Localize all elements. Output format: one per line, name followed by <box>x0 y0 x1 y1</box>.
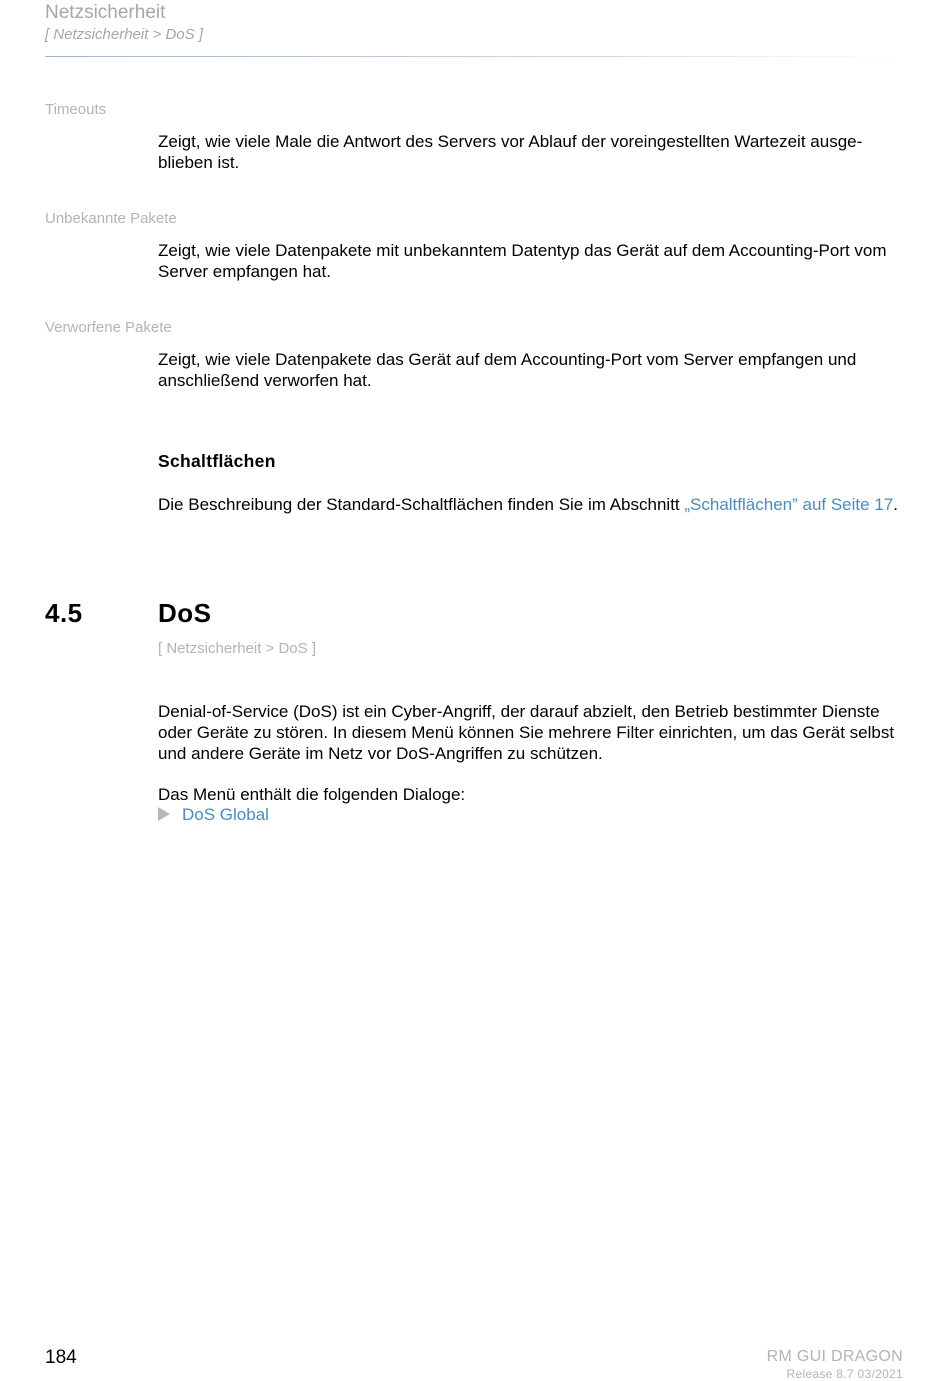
buttons-description <box>158 494 918 515</box>
dialog-link-dos-global[interactable]: DoS Global <box>182 805 269 824</box>
header-breadcrumb: [ Netzsicherheit > DoS ] <box>45 26 203 43</box>
header-divider <box>45 56 905 57</box>
arrow-right-icon <box>158 807 170 821</box>
section-title: DoS <box>158 598 212 628</box>
description-verworfene-pakete: Zeigt, wie viele Datenpakete das Gerät auf dem Accounting-Port vom Server empfangen und anschließend verworfen hat. <box>158 350 857 390</box>
dialogs-intro: Das Menü enthält die folgenden Dialoge: <box>158 785 466 804</box>
description-unbekannte-pakete: Zeigt, wie viele Datenpakete mit unbekanntem Datentyp das Gerät auf dem Accounting-Port vom Server empfangen hat. <box>158 241 887 281</box>
term-unbekannte-pakete: Unbekannte Pakete <box>45 210 177 227</box>
description-timeouts: Zeigt, wie viele Male die Antwort des Servers vor Ablauf der voreingestellten Wartezeit ausge- blieben ist. <box>158 132 863 172</box>
footer-release: Release 8.7 03/2021 <box>786 1367 903 1381</box>
footer-product: RM GUI DRAGON <box>766 1348 903 1365</box>
header-title: Netzsicherheit <box>45 2 166 23</box>
page-number: 184 <box>45 1347 77 1368</box>
dialog-list-item[interactable] <box>158 804 269 825</box>
buttons-text-end: . <box>893 495 898 514</box>
term-verworfene-pakete: Verworfene Pakete <box>45 319 172 336</box>
buttons-heading: Schaltflächen <box>158 451 276 471</box>
term-timeouts: Timeouts <box>45 101 107 118</box>
buttons-text: Die Beschreibung der Standard-Schaltflächen finden Sie im Abschnitt <box>158 495 685 514</box>
section-intro: Denial-of-Service (DoS) ist ein Cyber-Angriff, der darauf abzielt, den Betrieb bestimmter Dienste oder Geräte zu stören. In diesem Menü können Sie mehrere Filter einrichten, um das Gerät selbst und andere Geräte im Netz vor DoS-Angriffen zu schützen. <box>158 702 895 763</box>
section-number: 4.5 <box>45 598 83 628</box>
buttons-section-link[interactable]: „Schaltflächen” auf Seite 17 <box>684 495 894 514</box>
section-breadcrumb: [ Netzsicherheit > DoS ] <box>158 640 316 657</box>
